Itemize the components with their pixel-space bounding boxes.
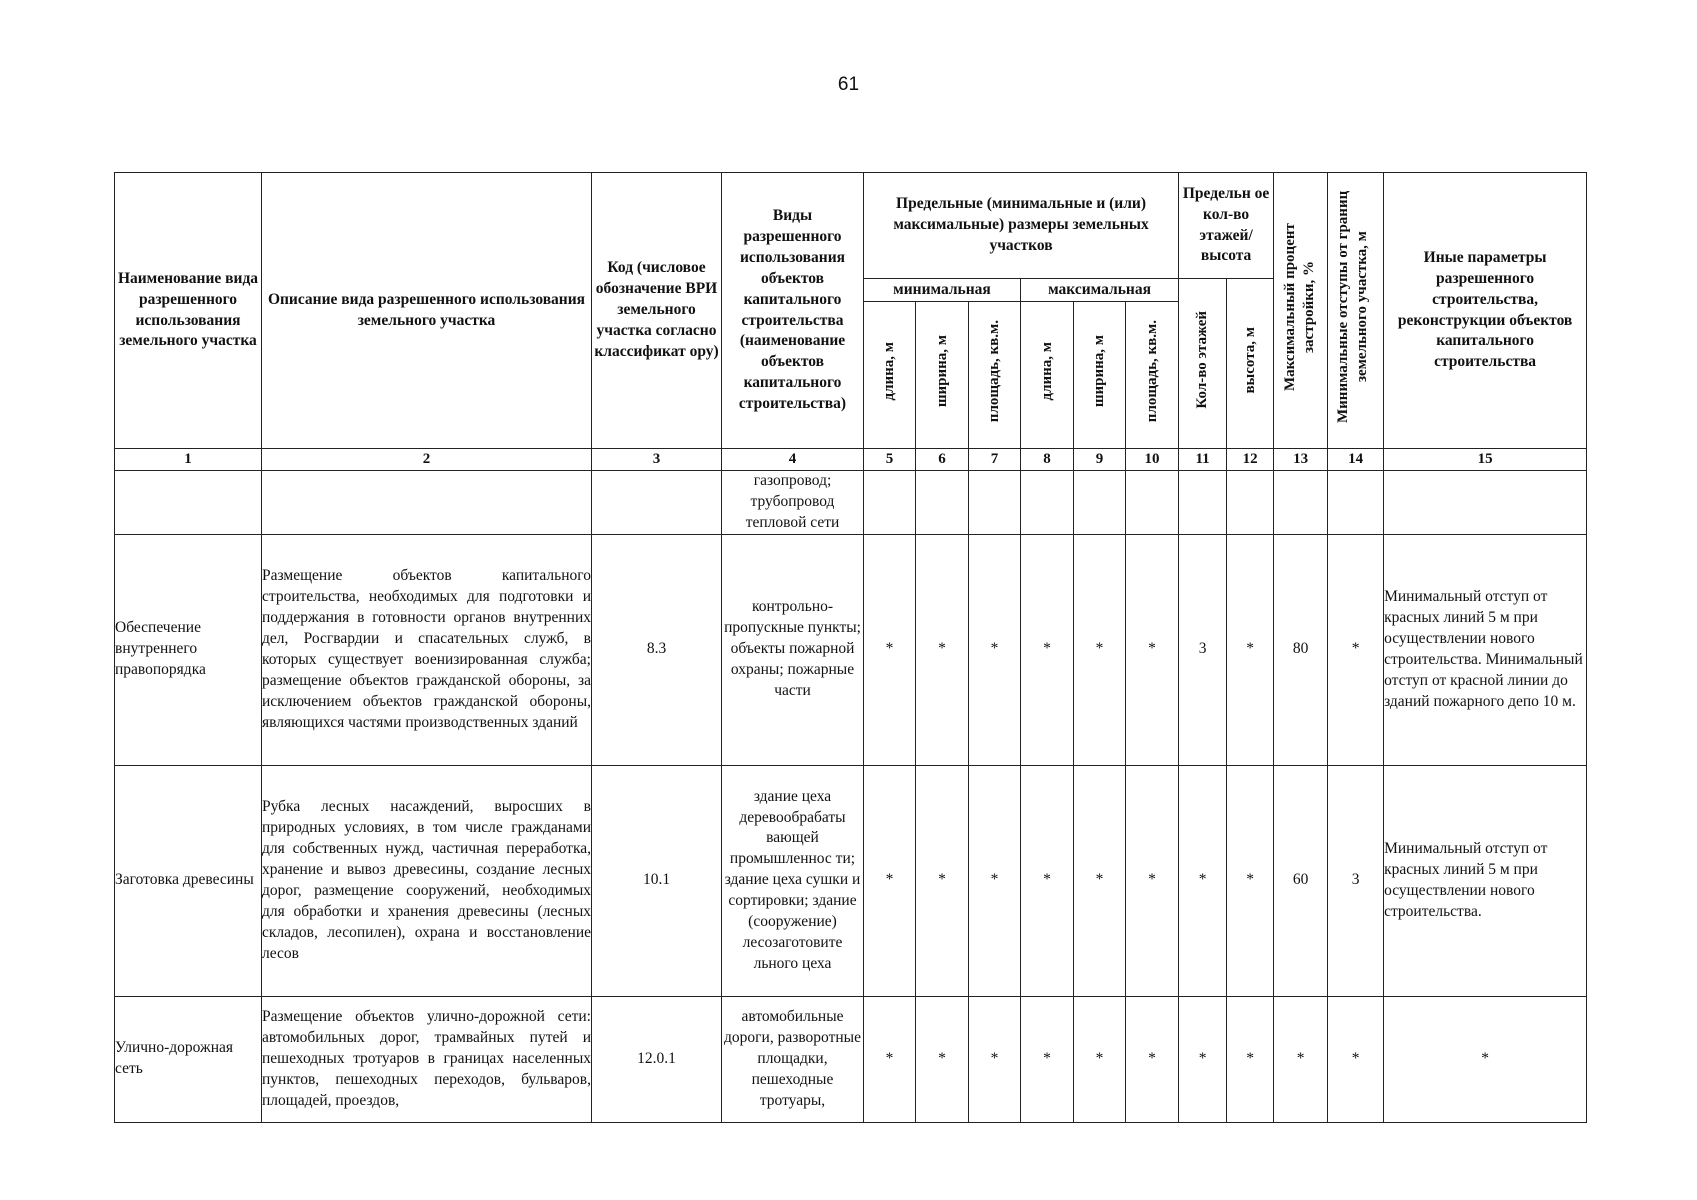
land-use-name: Заготовка древесины xyxy=(115,765,262,996)
floor-count-value: 3 xyxy=(1179,534,1227,765)
land-use-description: Размещение объектов улично-дорожной сети: автомобильных дорог, трамвайных путей и пешеходных тротуаров в границах населенных пунктов, пешеходных переходов, бульваров, площадей, проездов, xyxy=(262,996,592,1122)
land-use-description xyxy=(262,471,592,535)
max-width-value: * xyxy=(1074,534,1126,765)
header-min-length: длина, м xyxy=(864,302,916,449)
column-number: 4 xyxy=(722,449,864,471)
max-percent-value: 60 xyxy=(1274,765,1328,996)
construction-types: автомобильные дороги, разворотные площадки, пешеходные тротуары, xyxy=(722,996,864,1122)
column-number: 7 xyxy=(969,449,1021,471)
header-min-width: ширина, м xyxy=(916,302,969,449)
land-use-name xyxy=(115,471,262,535)
column-number: 15 xyxy=(1384,449,1587,471)
header-floors-height-limit: Предельн ое кол-во этажей/ высота xyxy=(1179,173,1274,279)
floor-count-value xyxy=(1179,471,1227,535)
height-value: * xyxy=(1227,996,1274,1122)
min-setback-value: 3 xyxy=(1328,765,1384,996)
land-use-table xyxy=(114,172,1587,1123)
min-length-value xyxy=(864,471,916,535)
min-area-value: * xyxy=(969,765,1021,996)
other-parameters: * xyxy=(1384,996,1587,1122)
header-land-use-description: Описание вида разрешенного использования земельного участка xyxy=(262,173,592,449)
min-setback-value: * xyxy=(1328,996,1384,1122)
other-parameters xyxy=(1384,471,1587,535)
page-number: 61 xyxy=(837,74,860,95)
column-number: 8 xyxy=(1021,449,1074,471)
max-width-value: * xyxy=(1074,996,1126,1122)
table-row xyxy=(115,996,1587,1122)
max-area-value xyxy=(1126,471,1179,535)
min-area-value xyxy=(969,471,1021,535)
max-percent-value: * xyxy=(1274,996,1328,1122)
min-width-value: * xyxy=(916,765,969,996)
header-max-length: длина, м xyxy=(1021,302,1074,449)
max-percent-value: 80 xyxy=(1274,534,1328,765)
table-row xyxy=(115,534,1587,765)
header-classifier-code: Код (числовое обозначение ВРИ земельного участка согласно классификат ору) xyxy=(592,173,722,449)
floor-count-value: * xyxy=(1179,765,1227,996)
land-use-description: Рубка лесных насаждений, выросших в природных условиях, в том числе гражданами для собственных нужд, частичная переработка, хранение и вывоз древесины, создание лесных дорог, размещение сооружений, необходимых для обработки и хранения древесины (лесных складов, лесопилен), охрана и восстановление лесов xyxy=(262,765,592,996)
classifier-code: 8.3 xyxy=(592,534,722,765)
construction-types: контрольно-пропускные пункты; объекты пожарной охраны; пожарные части xyxy=(722,534,864,765)
max-area-value: * xyxy=(1126,765,1179,996)
header-other-parameters: Иные параметры разрешенного строительства, реконструкции объектов капитального строительства xyxy=(1384,173,1587,449)
column-number: 1 xyxy=(115,449,262,471)
header-land-use-name: Наименование вида разрешенного использования земельного участка xyxy=(115,173,262,449)
header-max-width: ширина, м xyxy=(1074,302,1126,449)
header-height: высота, м xyxy=(1227,279,1274,449)
max-width-value xyxy=(1074,471,1126,535)
header-floor-count: Кол-во этажей xyxy=(1179,279,1227,449)
min-setback-value: * xyxy=(1328,534,1384,765)
table-row xyxy=(115,765,1587,996)
max-length-value: * xyxy=(1021,996,1074,1122)
min-length-value: * xyxy=(864,765,916,996)
column-number: 6 xyxy=(916,449,969,471)
other-parameters: Минимальный отступ от красных линий 5 м при осуществлении нового строительства. Минимальный отступ от красной линии до зданий пожарного депо 10 м. xyxy=(1384,534,1587,765)
construction-types: здание цеха деревообрабаты вающей промышленнос ти; здание цеха сушки и сортировки; здание (сооружение) лесозаготовите льного цеха xyxy=(722,765,864,996)
max-area-value: * xyxy=(1126,534,1179,765)
min-width-value: * xyxy=(916,534,969,765)
header-max-building-percent: Максимальный процент застройки, % xyxy=(1274,173,1328,449)
max-area-value: * xyxy=(1126,996,1179,1122)
column-number: 11 xyxy=(1179,449,1227,471)
table-row xyxy=(115,471,1587,535)
classifier-code: 12.0.1 xyxy=(592,996,722,1122)
column-number: 10 xyxy=(1126,449,1179,471)
header-min-area: площадь, кв.м. xyxy=(969,302,1021,449)
header-max-area: площадь, кв.м. xyxy=(1126,302,1179,449)
height-value: * xyxy=(1227,765,1274,996)
land-use-name: Улично-дорожная сеть xyxy=(115,996,262,1122)
height-value: * xyxy=(1227,534,1274,765)
column-number: 12 xyxy=(1227,449,1274,471)
land-use-description: Размещение объектов капитального строительства, необходимых для подготовки и поддержания в готовности органов внутренних дел, Росгвардии и спасательных служб, в которых существует военизированная служба; размещение объектов гражданской обороны, за исключением объектов гражданской обороны, являющихся частями производственных зданий xyxy=(262,534,592,765)
column-number: 2 xyxy=(262,449,592,471)
header-maximal: максимальная xyxy=(1021,279,1179,302)
max-length-value: * xyxy=(1021,765,1074,996)
construction-types: газопровод; трубопровод тепловой сети xyxy=(722,471,864,535)
column-number: 9 xyxy=(1074,449,1126,471)
min-length-value: * xyxy=(864,534,916,765)
classifier-code: 10.1 xyxy=(592,765,722,996)
column-number: 3 xyxy=(592,449,722,471)
header-min-setbacks: Минимальные отступы от границ земельного участка, м xyxy=(1328,173,1384,449)
max-length-value: * xyxy=(1021,534,1074,765)
column-number: 14 xyxy=(1328,449,1384,471)
header-minimal: минимальная xyxy=(864,279,1021,302)
min-setback-value xyxy=(1328,471,1384,535)
max-percent-value xyxy=(1274,471,1328,535)
header-plot-size-limits: Предельные (минимальные и (или) максимальные) размеры земельных участков xyxy=(864,173,1179,279)
column-number-row xyxy=(115,449,1587,471)
max-length-value xyxy=(1021,471,1074,535)
min-width-value xyxy=(916,471,969,535)
classifier-code xyxy=(592,471,722,535)
land-use-name: Обеспечение внутреннего правопорядка xyxy=(115,534,262,765)
column-number: 13 xyxy=(1274,449,1328,471)
max-width-value: * xyxy=(1074,765,1126,996)
height-value xyxy=(1227,471,1274,535)
min-area-value: * xyxy=(969,534,1021,765)
header-construction-types: Виды разрешенного использования объектов капитального строительства (наименование объектов капитального строительства) xyxy=(722,173,864,449)
min-width-value: * xyxy=(916,996,969,1122)
floor-count-value: * xyxy=(1179,996,1227,1122)
min-area-value: * xyxy=(969,996,1021,1122)
column-number: 5 xyxy=(864,449,916,471)
other-parameters: Минимальный отступ от красных линий 5 м при осуществлении нового строительства. xyxy=(1384,765,1587,996)
min-length-value: * xyxy=(864,996,916,1122)
